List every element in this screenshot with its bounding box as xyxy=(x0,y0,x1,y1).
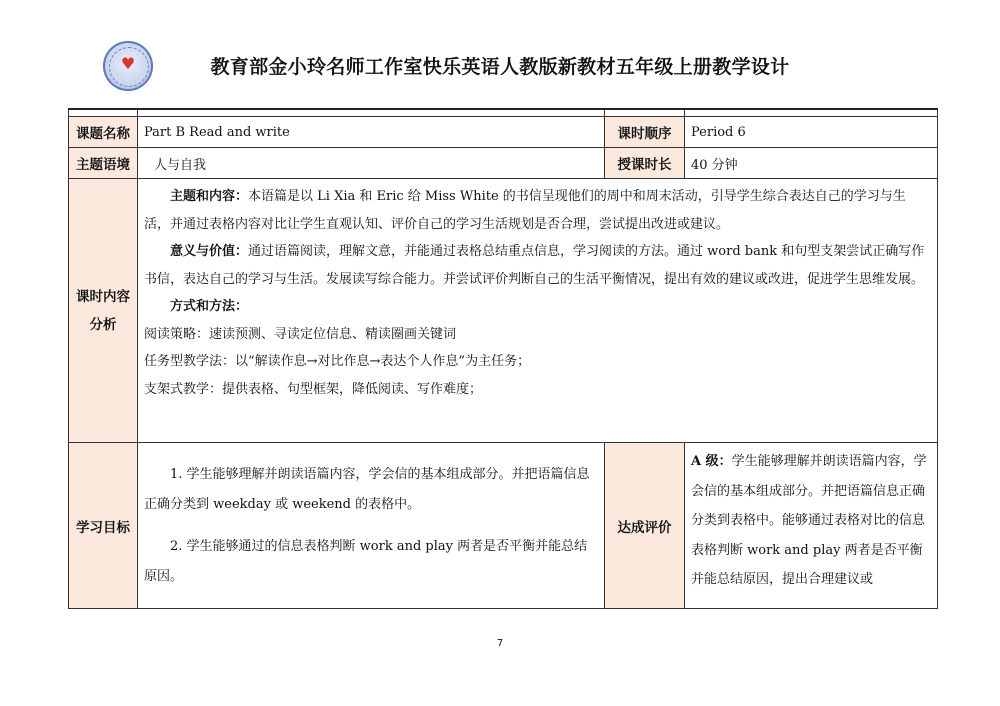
task-method-line: 任务型教学法：以“解读作息→对比作息→表达个人作息”为主任务； xyxy=(144,354,531,369)
theme-label: 主题语境 xyxy=(69,148,138,179)
content-theme-text: 本语篇是以 Li Xia 和 Eric 给 Miss White 的书信呈现他们的周中和周末活动，引导学生综合表达自己的学习与生活，并通过表格内容对比让学生直观认知、评价自己的学习生活规划是否合理，尝试提出改进或建议。 xyxy=(144,189,906,232)
content-theme-paragraph xyxy=(144,183,931,238)
content-method-head: 方式和方法： xyxy=(170,299,249,314)
reading-strategy-line: 阅读策略：速读预测、寻读定位信息、精读圈画关键词 xyxy=(144,326,457,342)
analysis-label-line1: 课时内容 xyxy=(76,288,130,305)
order-value: Period 6 xyxy=(685,117,938,148)
table-top-rule xyxy=(69,109,938,117)
eval-level-text: 学生能够理解并朗读语篇内容，学会信的基本组成部分。并把语篇信息正确分类到表格中。能够通过表格对比的信息表格判断 work and play 两者是否平衡并能总结原因，提出合理建议或 xyxy=(691,454,927,587)
eval-level-head: A 级： xyxy=(691,454,732,469)
page-title: 教育部金小玲名师工作室快乐英语人教版新教材五年级上册教学设计 xyxy=(210,56,790,78)
duration-value: 40 分钟 xyxy=(685,148,938,179)
goals-row xyxy=(69,443,938,609)
eval-content xyxy=(685,443,938,609)
theme-value: 人与自我 xyxy=(138,148,605,179)
eval-label: 达成评价 xyxy=(605,443,685,609)
goals-content xyxy=(138,443,605,609)
analysis-label-line2: 分析 xyxy=(89,316,117,333)
theme-row xyxy=(69,148,938,179)
content-value-paragraph xyxy=(144,238,931,293)
duration-label: 授课时长 xyxy=(605,148,685,179)
content-value-head: 意义与价值： xyxy=(170,244,249,259)
goal-1: 1. 学生能够理解并朗读语篇内容，学会信的基本组成部分。并把语篇信息正确分类到 weekday 或 weekend 的表格中。 xyxy=(144,467,590,512)
order-label: 课时顺序 xyxy=(605,117,685,148)
topic-row xyxy=(69,117,938,148)
goals-label: 学习目标 xyxy=(69,443,138,609)
analysis-row xyxy=(69,179,938,443)
page-number: 7 xyxy=(496,638,504,649)
scaffold-method-line: 支架式教学：提供表格、句型框架，降低阅读、写作难度； xyxy=(144,381,483,397)
content-value-text: 通过语篇阅读，理解文意，并能通过表格总结重点信息，学习阅读的方法。通过 word bank 和句型支架尝试正确写作书信，表达自己的学习与生活。发展读写综合能力。并尝试评价判断自己的生活平衡情况，提出有效的建议或改进，促进学生思维发展。 xyxy=(144,244,925,287)
content-theme-head: 主题和内容： xyxy=(170,189,249,204)
analysis-content xyxy=(138,179,938,443)
goal-2: 2. 学生能够通过的信息表格判断 work and play 两者是否平衡并能总结原因。 xyxy=(144,539,588,584)
analysis-label xyxy=(69,179,138,443)
lesson-design-table xyxy=(68,108,938,609)
heart-icon: ♥ xyxy=(120,54,136,73)
topic-label: 课题名称 xyxy=(69,117,138,148)
topic-value: Part B Read and write xyxy=(138,117,605,148)
